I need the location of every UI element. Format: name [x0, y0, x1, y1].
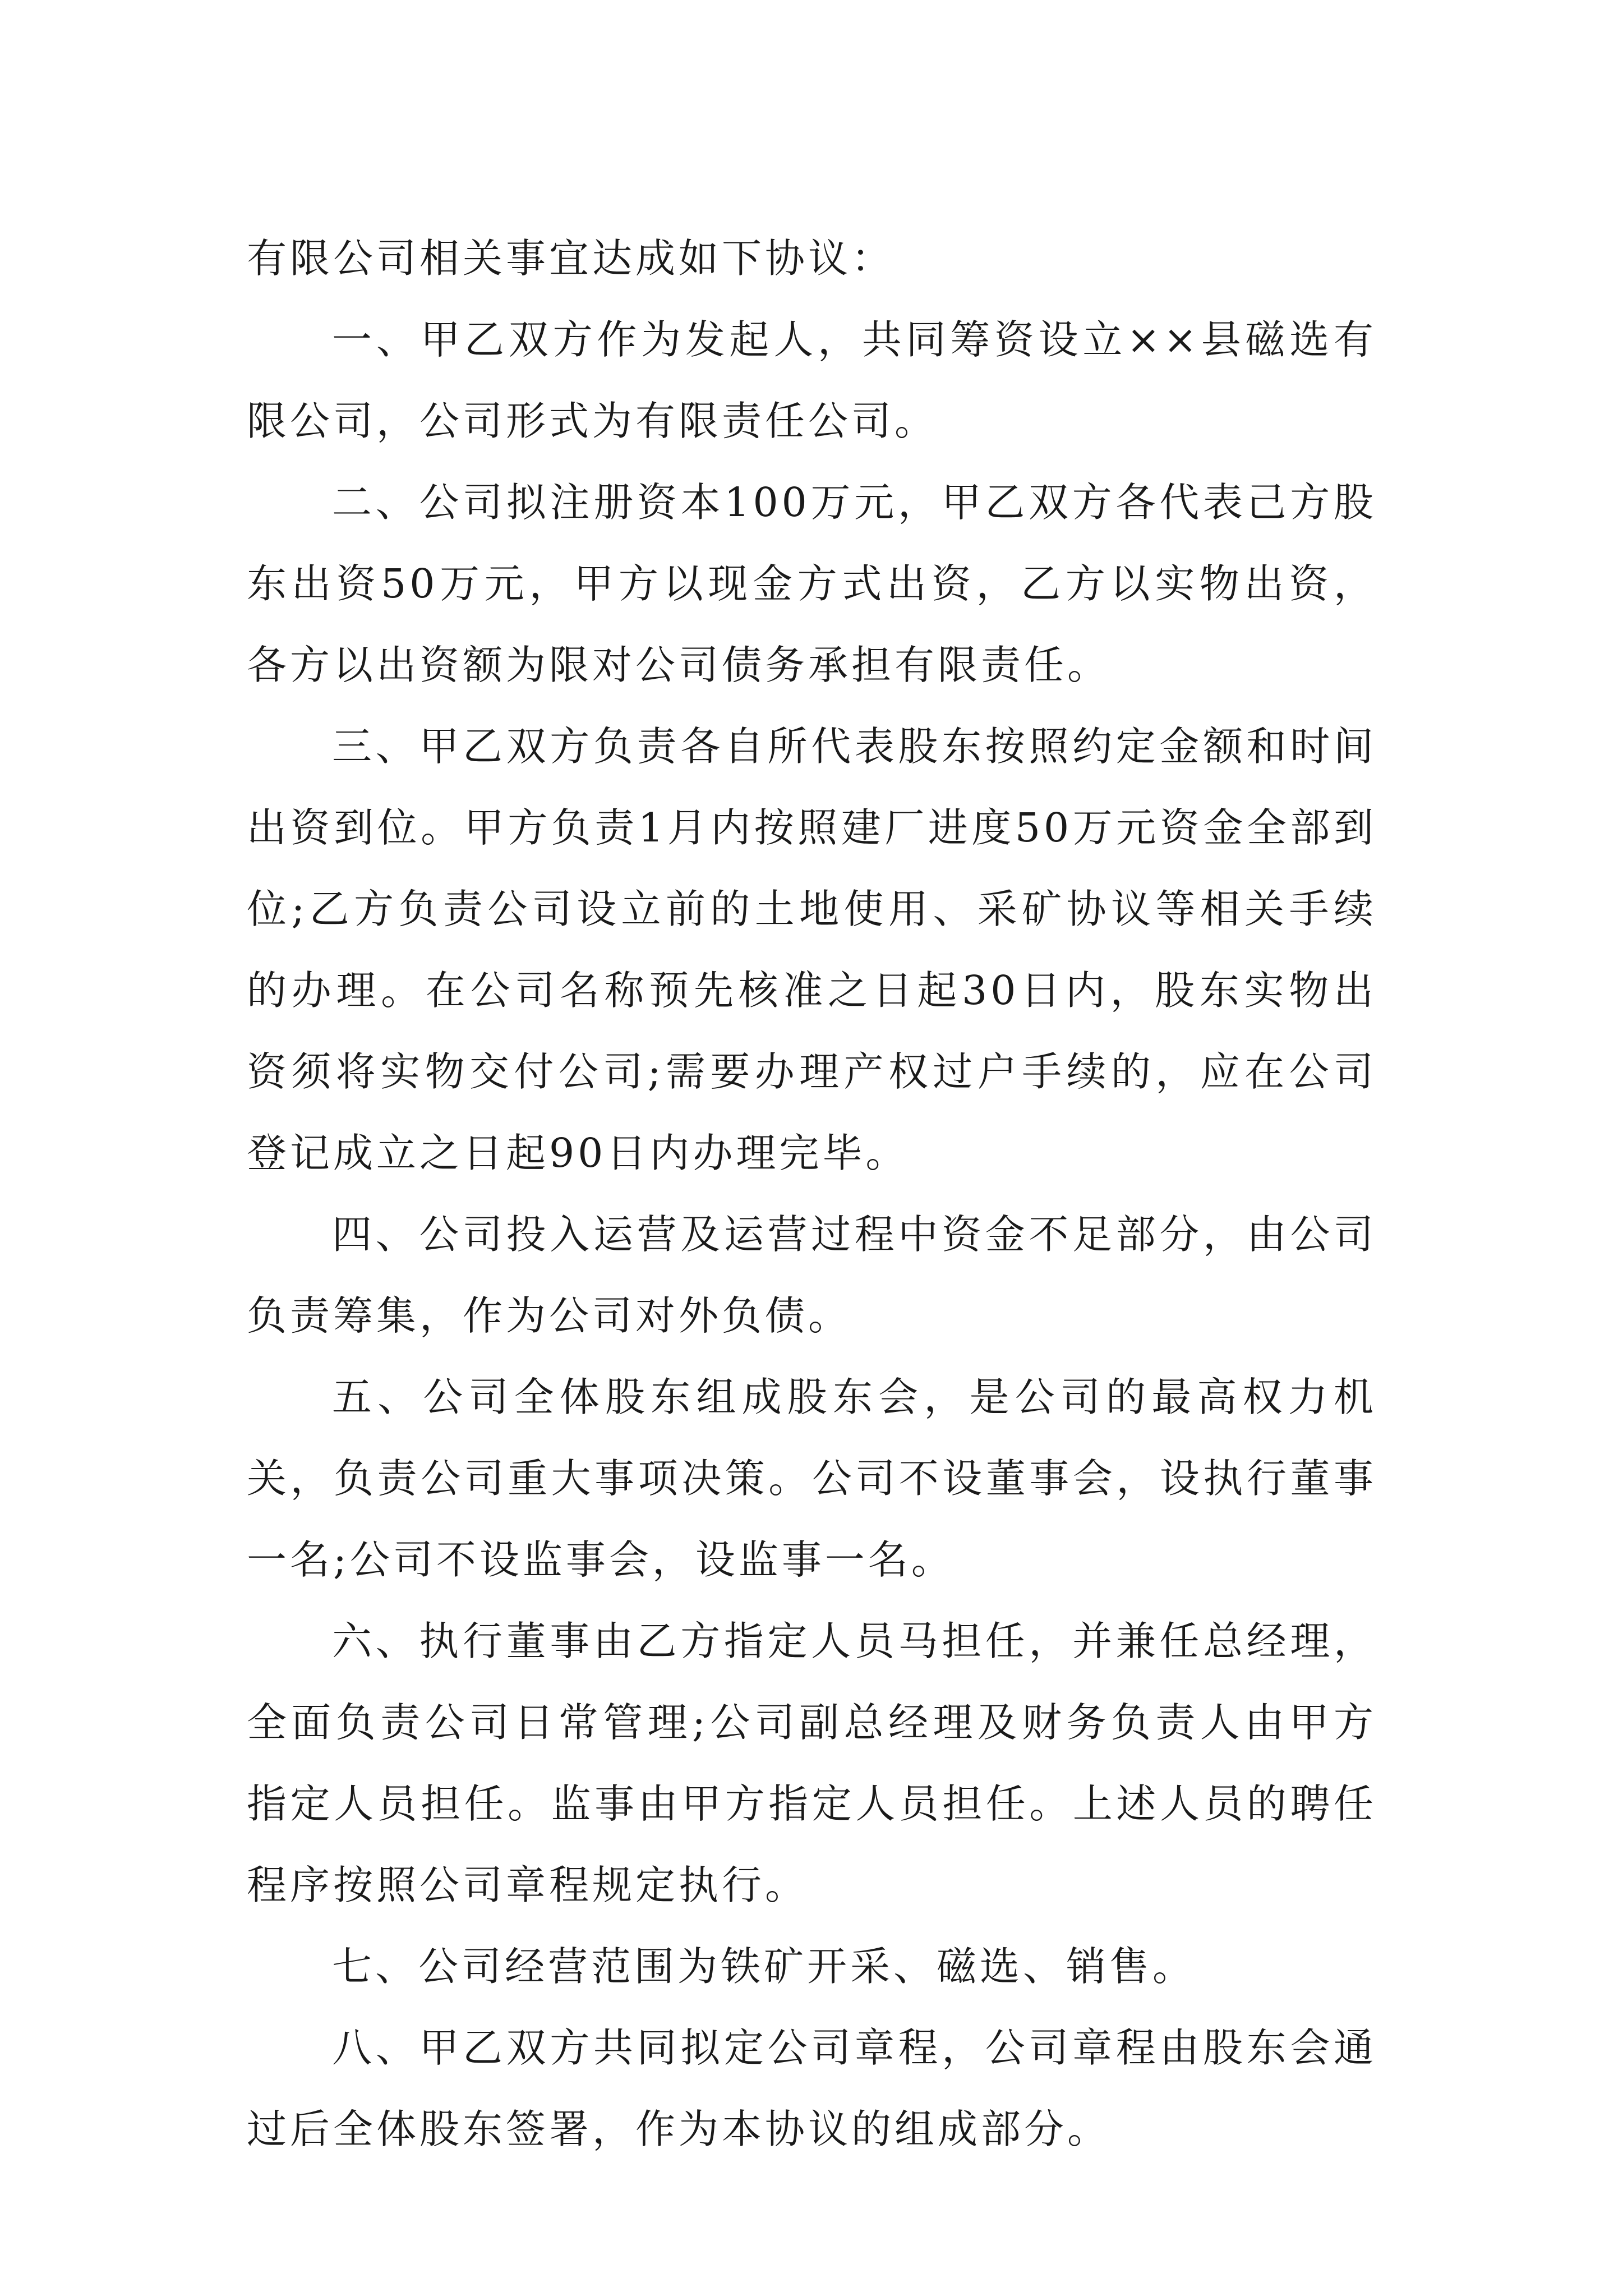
paragraph-clause-1: 一、甲乙双方作为发起人，共同筹资设立××县磁选有限公司，公司形式为有限责任公司。 — [247, 316, 1377, 444]
paragraph-intro: 有限公司相关事宜达成如下协议： — [247, 235, 895, 282]
paragraph-clause-4: 四、公司投入运营及运营过程中资金不足部分，由公司负责筹集，作为公司对外负债。 — [247, 1211, 1377, 1339]
paragraph-clause-6: 六、执行董事由乙方指定人员马担任，并兼任总经理，全面负责公司日常管理;公司副总经理及财务负责人由甲方指定人员担任。监事由甲方指定人员担任。上述人员的聘任程序按照公司章程规定执行。 — [247, 1618, 1377, 1908]
paragraph-clause-2: 二、公司拟注册资本100万元，甲乙双方各代表己方股东出资50万元，甲方以现金方式出资，乙方以实物出资，各方以出资额为限对公司债务承担有限责任。 — [247, 479, 1377, 688]
paragraph-clause-7: 七、公司经营范围为铁矿开采、磁选、销售。 — [332, 1943, 1196, 1990]
document-body — [247, 218, 1377, 2170]
paragraph-clause-3: 三、甲乙双方负责各自所代表股东按照约定金额和时间出资到位。甲方负责1月内按照建厂进度50万元资金全部到位;乙方负责公司设立前的土地使用、采矿协议等相关手续的办理。在公司名称预先核准之日起30日内，股东实物出资须将实物交付公司;需要办理产权过户手续的，应在公司登记成立之日起90日内办理完毕。 — [247, 723, 1377, 1176]
paragraph-clause-8: 八、甲乙双方共同拟定公司章程，公司章程由股东会通过后全体股东签署，作为本协议的组成部分。 — [247, 2024, 1377, 2152]
paragraph-clause-5: 五、公司全体股东组成股东会，是公司的最高权力机关，负责公司重大事项决策。公司不设董事会，设执行董事一名;公司不设监事会，设监事一名。 — [247, 1374, 1377, 1583]
